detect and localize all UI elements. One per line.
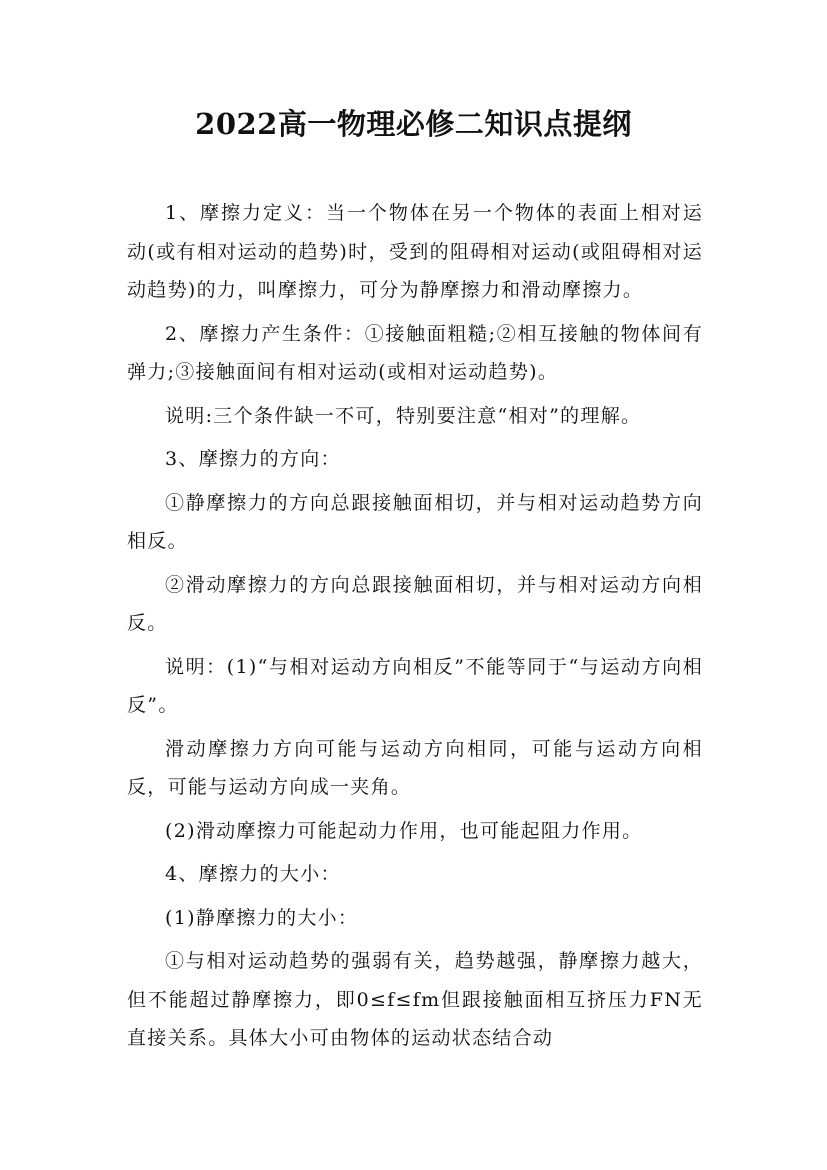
- paragraph-static-friction-magnitude: ①与相对运动趋势的强弱有关，趋势越强，静摩擦力越大，但不能超过静摩擦力，即0≤f≤fm但跟接触面相互挤压力FN无直接关系。具体大小可由物体的运动状态结合动: [127, 950, 703, 1049]
- document-body: [127, 194, 703, 1063]
- paragraph-friction-magnitude-heading: 4、摩擦力的大小：: [165, 863, 341, 885]
- paragraph-friction-definition: 1、摩擦力定义：当一个物体在另一个物体的表面上相对运动(或有相对运动的趋势)时，受到的阻碍相对运动(或阻碍相对运动趋势)的力，叫摩擦力，可分为静摩擦力和滑动摩擦力。: [127, 202, 703, 301]
- paragraph-direction-note-detail: 滑动摩擦力方向可能与运动方向相同，可能与运动方向相反，可能与运动方向成一夹角。: [127, 737, 703, 798]
- paragraph-sliding-friction-direction: ②滑动摩擦力的方向总跟接触面相切，并与相对运动方向相反。: [127, 573, 703, 634]
- paragraph-friction-direction-heading: 3、摩擦力的方向：: [165, 448, 341, 470]
- paragraph-direction-note-2: (2)滑动摩擦力可能起动力作用，也可能起阻力作用。: [165, 819, 643, 842]
- document-title: 2022高一物理必修二知识点提纲: [195, 107, 632, 141]
- paragraph-friction-conditions: 2、摩擦力产生条件：①接触面粗糙;②相互接触的物体间有弹力;③接触面间有相对运动(或相对运动趋势)。: [127, 322, 703, 383]
- paragraph-conditions-note: 说明:三个条件缺一不可，特别要注意“相对”的理解。: [165, 404, 642, 427]
- paragraph-static-friction-magnitude-heading: (1)静摩擦力的大小：: [165, 906, 359, 929]
- paragraph-direction-note-1: 说明：(1)“与相对运动方向相反”不能等同于“与运动方向相反”。: [127, 655, 703, 716]
- paragraph-static-friction-direction: ①静摩擦力的方向总跟接触面相切，并与相对运动趋势方向相反。: [127, 491, 703, 552]
